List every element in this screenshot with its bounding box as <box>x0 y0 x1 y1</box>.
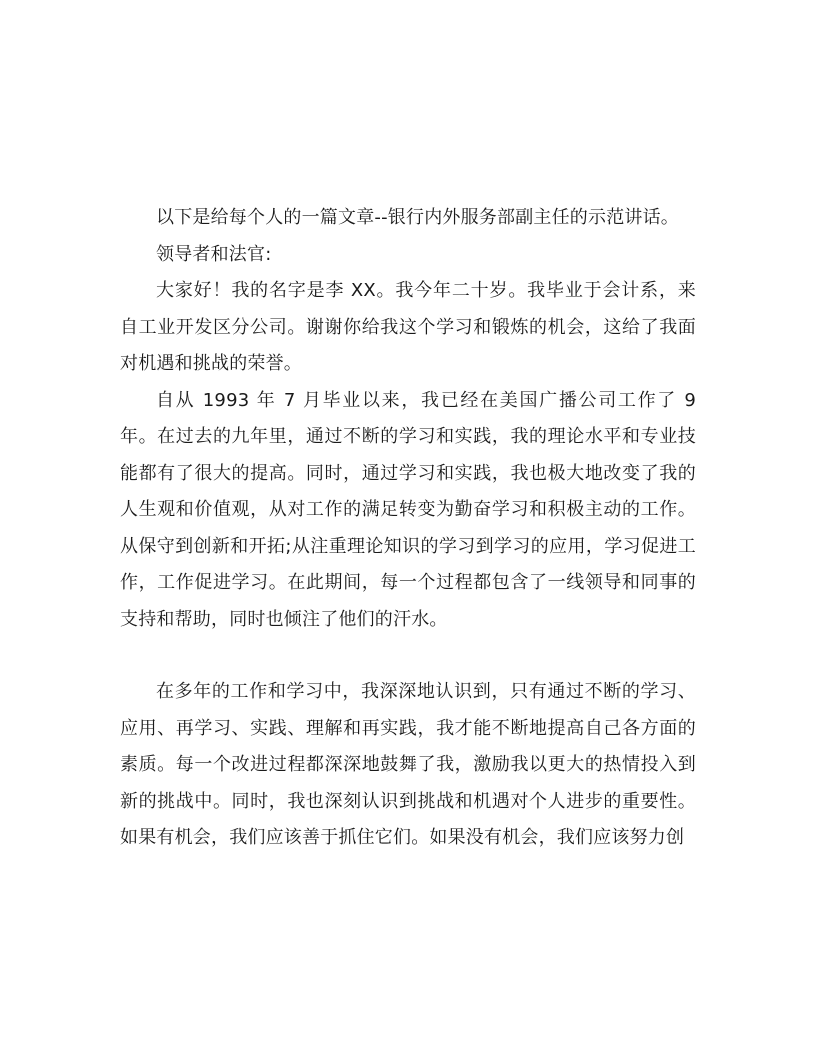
salutation-paragraph: 领导者和法官: <box>156 243 272 265</box>
greeting-paragraph: 大家好！我的名字是李 XX。我今年二十岁。我毕业于会计系，来自工业开发区分公司。谢谢你给我这个学习和锻炼的机会，这给了我面对机遇和挑战的荣誉。 <box>120 280 696 374</box>
reflection-paragraph: 在多年的工作和学习中，我深深地认识到，只有通过不断的学习、应用、再学习、实践、理解和再实践，我才能不断地提高自己各方面的素质。每一个改进过程都深深地鼓舞了我，激励我以更大的热情投入到新的挑战中。同时，我也深刻认识到挑战和机遇对个人进步的重要性。如果有机会，我们应该善于抓住它们。如果没有机会，我们应该努力创 <box>120 681 696 848</box>
document-body <box>120 200 696 857</box>
intro-paragraph: 以下是给每个人的一篇文章--银行内外服务部副主任的示范讲话。 <box>156 207 679 228</box>
paragraph-gap <box>120 638 696 674</box>
experience-paragraph: 自从 1993 年 7 月毕业以来，我已经在美国广播公司工作了 9 年。在过去的九年里，通过不断的学习和实践，我的理论水平和专业技能都有了很大的提高。同时，通过学习和实践，我也极大地改变了我的人生观和价值观，从对工作的满足转变为勤奋学习和积极主动的工作。从保守到创新和开拓;从注重理论知识的学习到学习的应用，学习促进工作，工作促进学习。在此期间，每一个过程都包含了一线领导和同事的支持和帮助，同时也倾注了他们的汗水。 <box>120 389 696 630</box>
